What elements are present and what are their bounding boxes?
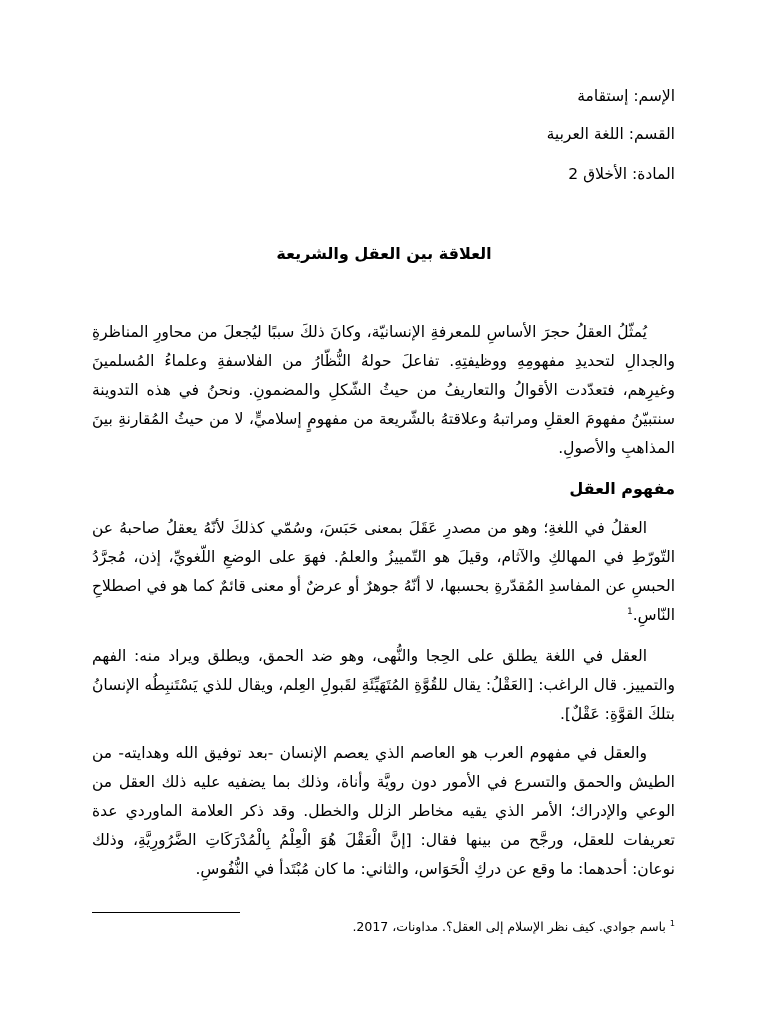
definition-paragraph-2: العقل في اللغة يطلق على الحِجا والنُّهى، وهو ضد الحمق، ويطلق ويراد منه: الفهم والتمييز. قال الراغب: [العَقْلُ: يقال للقُوَّةِ المُتَهَيِّئَةِ لقَبولِ العِلم، ويقال للذي يَسْتَنبِطُه الإنسانُ بتلكَ القوَّةِ: عَقْلٌ]. bbox=[92, 647, 675, 723]
definition-paragraph-1 bbox=[92, 514, 675, 630]
section-heading: مفهوم العقل bbox=[569, 479, 675, 498]
footnote-text: باسم جوادي. كيف نظر الإسلام إلى العقل؟. مداونات، 2017. bbox=[352, 919, 666, 935]
student-name-line: الإسم: إستقامة bbox=[577, 87, 675, 105]
footnote-number: 1 bbox=[669, 919, 675, 928]
definition-paragraph-3: والعقل في مفهوم العرب هو العاصم الذي يعصم الإنسان -بعد توفيق الله وهدايته- من الطيش والحمق والتسرع في الأمور دون رويَّة وأناة، وذلك بما يضفيه عليه ذلك العقل من الوعي والإدراك؛ الأمر الذي يقيه مخاطر الزلل والخطل. وقد ذكر العلامة الماوردي عدة تعريفات للعقل، ورجَّح من بينها فقال: [إنَّ الْعَقْلَ هُوَ الْعِلْمُ بِالْمُدْرَكَاتِ الضَّرُورِيَّةِ، وذلك نوعان: أحدهما: ما وقع عن دركِ الْحَوَاس، والثاني: ما كان مُبْتَدأ في النُّفُوسِ. bbox=[92, 744, 675, 878]
intro-paragraph: يُمثّلُ العقلُ حجرَ الأساسِ للمعرفةِ الإنسانيّة، وكانَ ذلكَ سببًا ليُجعلَ من محاورِ المناظرةِ والجدالِ لتحديدِ مفهومِهِ ووظيفتِهِ. تفاعلَ حولهُ النُّظّارُ من الفلاسفةِ وعلماءُ المُسلمينَ وغيرِهم، فتعدّدت الأقوالُ والتعاريفُ من حيثُ الشّكلِ والمضمونِ. ونحنُ في هذه التدوينة سنتبيّنُ مفهومَ العقلِ ومراتبهُ وعلاقتهُ بالشّريعة من مفهومٍ إسلاميٍّ، لا من حيثُ المُقارنةِ بينَ المذاهبِ والأصولِ. bbox=[92, 323, 675, 457]
definition-paragraph-1-text: العقلُ في اللغةِ؛ وهو من مصدرِ عَقَلَ بمعنى حَبَسَ، وسُمّي كذلكَ لأنّهُ يعقلُ صاحبهُ عن التّورّطِ في المهالكِ والآثام، وقيلَ هو التّمييزُ والعلمُ. فهوَ على الوضعِ اللّغويِّ، إذن، مُجرَّدُ الحبسِ عن المفاسدِ المُقدّرةِ بحسبها، لا أنّهُ جوهرٌ أو عرضٌ أو معنى قائمٌ كما هو في اصطلاحِ النّاسِ. bbox=[92, 519, 675, 624]
department-line: القسم: اللغة العربية bbox=[546, 125, 675, 143]
document-title: العلاقة بين العقل والشريعة bbox=[276, 244, 492, 263]
footnote-reference[interactable]: 1 bbox=[626, 606, 633, 617]
footnote-separator bbox=[92, 912, 240, 913]
subject-line: المادة: الأخلاق 2 bbox=[568, 165, 675, 183]
footnote bbox=[352, 919, 675, 934]
